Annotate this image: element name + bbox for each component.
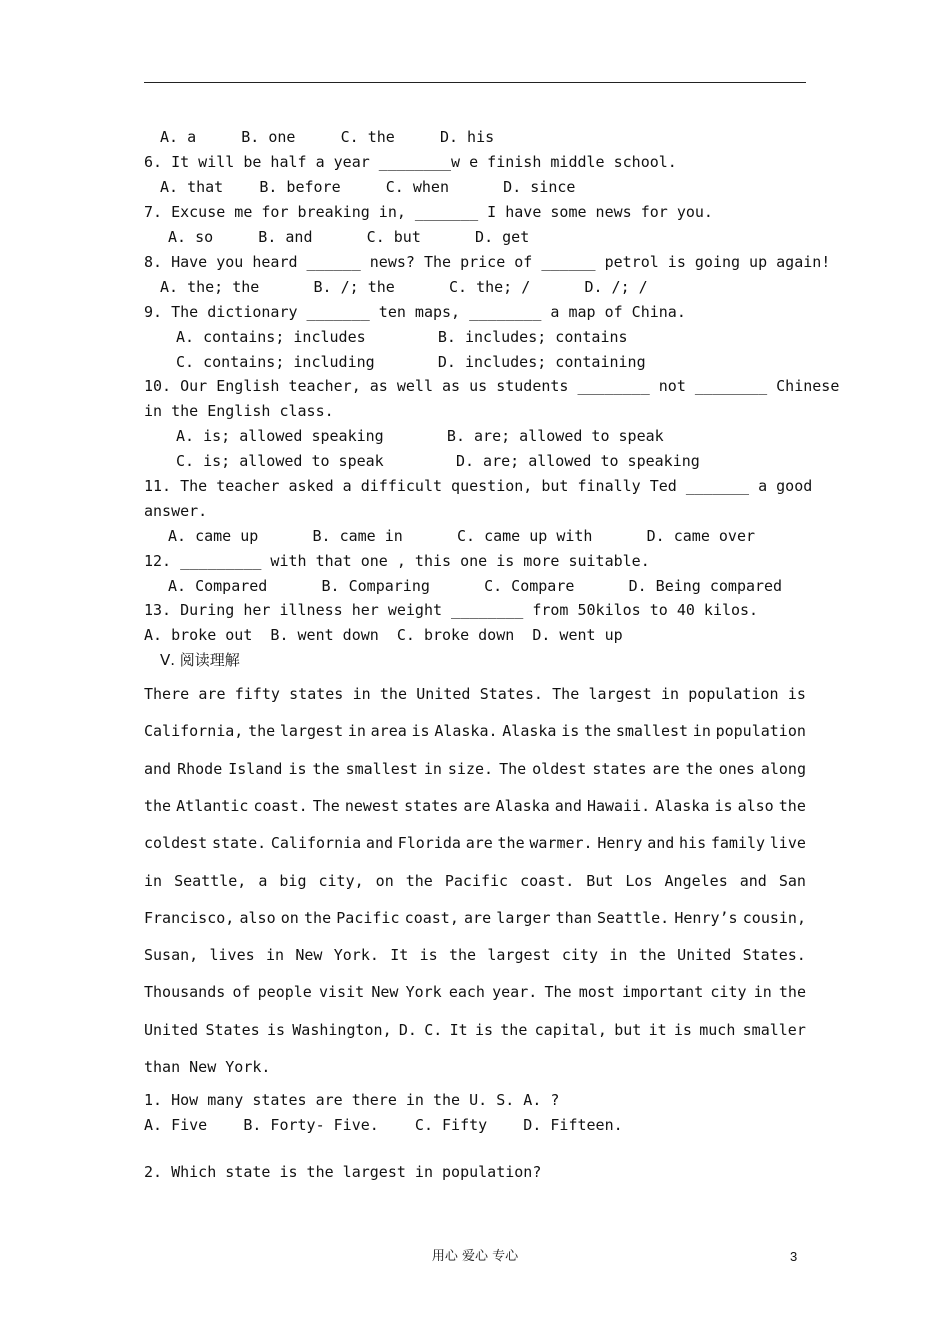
passage-word: York <box>405 983 442 1002</box>
passage-word: family <box>710 834 766 853</box>
passage-word: The <box>544 983 572 1002</box>
passage-word: is <box>561 722 580 741</box>
passage-word: is <box>266 1020 285 1039</box>
passage-word: coast. <box>520 871 575 890</box>
passage-word: the <box>304 908 332 927</box>
passage-line <box>144 1020 806 1040</box>
question-13-options: A. broke out B. went down C. broke down D. went up <box>144 626 623 644</box>
passage-word: Henry’s <box>674 908 738 927</box>
passage-word: people <box>257 983 312 1002</box>
passage-word: But <box>586 871 614 890</box>
passage-word: the <box>638 946 666 965</box>
question-10-line1: 10. Our English teacher, as well as us students ________ not ________ Chinese <box>144 377 840 395</box>
passage-word: Rhode <box>177 759 223 778</box>
passage-word: Seattle, <box>174 871 247 890</box>
passage-word: in <box>423 759 442 778</box>
passage-word: in <box>692 722 711 741</box>
passage-word: is <box>673 1020 692 1039</box>
passage-word: Pacific <box>444 871 509 890</box>
passage-word: in <box>144 871 163 890</box>
passage-word: Florida <box>397 834 461 853</box>
passage-word: is <box>288 759 307 778</box>
question-9-options-row1: A. contains; includes B. includes; contains <box>176 328 628 346</box>
passage-word: in <box>347 722 366 741</box>
passage-line <box>144 982 806 1002</box>
passage-word: coast, <box>404 908 459 927</box>
question-10-line2: in the English class. <box>144 402 334 420</box>
question-6-options: A. that B. before C. when D. since <box>160 178 576 196</box>
passage-word: the <box>248 722 276 741</box>
passage-word: are <box>652 759 680 778</box>
passage-word: smaller <box>742 1020 806 1039</box>
passage-word: it <box>648 1020 667 1039</box>
question-13: 13. During her illness her weight ________ from 50kilos to 40 kilos. <box>144 601 759 619</box>
passage-line <box>144 871 806 891</box>
passage-word: the <box>583 722 612 741</box>
passage-word: states <box>289 685 344 703</box>
passage-word: states <box>592 759 647 778</box>
passage-word: area <box>370 722 407 741</box>
passage-word: Atlantic <box>176 796 249 815</box>
passage-word: and <box>554 796 582 815</box>
passage-word: It <box>449 1020 468 1039</box>
passage-word: big <box>279 871 307 890</box>
passage-line: than New York. <box>144 1058 271 1076</box>
passage-word: Alaska <box>502 722 557 741</box>
question-11-options: A. came up B. came in C. came up with D. came over <box>168 527 755 545</box>
passage-line <box>144 684 806 704</box>
passage-word: Washington, <box>292 1020 392 1039</box>
passage-word: and <box>365 834 394 853</box>
passage-word: Thousands <box>144 983 226 1002</box>
passage-word: Island <box>228 759 283 778</box>
passage-word: but <box>614 1020 642 1039</box>
passage-line <box>144 833 806 853</box>
passage-word: the <box>685 759 713 778</box>
passage-word: largest <box>588 685 652 703</box>
passage-word: United <box>416 685 471 703</box>
passage-word: and <box>144 759 172 778</box>
section-heading-reading: Ⅴ. 阅读理解 <box>160 651 240 669</box>
passage-word: the <box>778 983 806 1002</box>
question-8-options: A. the; the B. /; the C. the; / D. /; / <box>160 278 648 296</box>
passage-word: his <box>679 834 707 853</box>
question-10-options-row2: C. is; allowed to speak D. are; allowed to speaking <box>176 452 700 470</box>
passage-line <box>144 721 806 741</box>
reading-question-2: 2. Which state is the largest in population? <box>144 1163 542 1181</box>
passage-word: and <box>647 834 675 853</box>
passage-word: is <box>787 685 806 703</box>
passage-word: Alaska <box>655 796 710 815</box>
passage-word: is <box>419 946 438 965</box>
passage-word: important <box>621 983 704 1002</box>
passage-word: Francisco, <box>144 908 235 927</box>
passage-word: the <box>405 871 433 890</box>
passage-word: Angeles <box>664 871 728 890</box>
passage-word: state. <box>211 834 267 853</box>
passage-word: California <box>270 834 362 853</box>
passage-word: Alaska <box>495 796 550 815</box>
question-8: 8. Have you heard ______ news? The price of ______ petrol is going up again! <box>144 253 831 271</box>
passage-word: Susan, <box>144 946 199 965</box>
passage-word: is <box>411 722 430 741</box>
passage-word: warmer. <box>529 834 593 853</box>
passage-word: are <box>463 796 491 815</box>
passage-word: New <box>371 983 399 1002</box>
passage-word: than <box>555 908 592 927</box>
passage-word: capital, <box>534 1020 607 1039</box>
passage-word: C. <box>424 1020 443 1039</box>
reading-question-1: 1. How many states are there in the U. S. A. ? <box>144 1091 560 1109</box>
passage-word: and <box>739 871 767 890</box>
passage-word: the <box>500 1020 528 1039</box>
passage-word: a <box>258 871 268 890</box>
passage-word: newest <box>344 796 400 815</box>
passage-word: along <box>760 759 806 778</box>
passage-word: D. <box>398 1020 417 1039</box>
page-number: 3 <box>790 1249 798 1264</box>
passage-word: in <box>609 946 628 965</box>
passage-word: The <box>312 796 340 815</box>
passage-word: size. <box>447 759 494 778</box>
passage-word: smallest <box>345 759 418 778</box>
passage-word: are <box>464 908 492 927</box>
question-12-options: A. Compared B. Comparing C. Compare D. Being compared <box>168 577 783 595</box>
passage-word: lives <box>209 946 255 965</box>
question-11-line2: answer. <box>144 502 208 520</box>
passage-word: in <box>753 983 772 1002</box>
passage-word: also <box>737 796 774 815</box>
passage-word: of <box>232 983 251 1002</box>
passage-word: States. <box>742 946 806 965</box>
question-7: 7. Excuse me for breaking in, _______ I have some news for you. <box>144 203 713 221</box>
passage-word: Pacific <box>336 908 400 927</box>
passage-word: States <box>205 1020 260 1039</box>
passage-word: It <box>390 946 409 965</box>
passage-line <box>144 908 806 928</box>
passage-word: States. <box>479 685 543 703</box>
passage-word: United <box>144 1020 199 1039</box>
passage-word: on <box>375 871 394 890</box>
passage-word: cousin, <box>742 908 806 927</box>
passage-word: states <box>404 796 459 815</box>
passage-word: the <box>448 946 477 965</box>
passage-word: in <box>352 685 371 703</box>
passage-word: is <box>714 796 733 815</box>
passage-word: Los <box>625 871 653 890</box>
passage-word: the <box>497 834 525 853</box>
passage-word: each <box>448 983 485 1002</box>
passage-word: are <box>198 685 226 703</box>
passage-word: New <box>295 946 323 965</box>
passage-word: The <box>499 759 527 778</box>
passage-word: are <box>465 834 493 853</box>
passage-word: Henry <box>597 834 643 853</box>
passage-word: visit <box>319 983 365 1002</box>
question-9: 9. The dictionary _______ ten maps, ________ a map of China. <box>144 303 686 321</box>
passage-word: California, <box>144 722 244 741</box>
question-10-options-row1: A. is; allowed speaking B. are; allowed to speak <box>176 427 664 445</box>
header-rule <box>144 82 806 83</box>
footer-motto: 用心 爱心 专心 <box>431 1249 519 1264</box>
passage-word: coldest <box>144 834 208 853</box>
passage-word: live <box>769 834 806 853</box>
passage-word: the <box>778 796 806 815</box>
passage-word: The <box>552 685 580 703</box>
passage-word: largest <box>279 722 344 741</box>
passage-word: in <box>265 946 285 965</box>
passage-word: San <box>778 871 806 890</box>
question-6: 6. It will be half a year ________w e finish middle school. <box>144 153 677 171</box>
passage-word: much <box>699 1020 736 1039</box>
passage-word: Seattle. <box>596 908 670 927</box>
passage-word: fifty <box>234 685 280 703</box>
passage-word: city, <box>318 871 364 890</box>
passage-word: is <box>474 1020 493 1039</box>
passage-word: population <box>688 685 779 703</box>
passage-word: city <box>561 946 599 965</box>
passage-word: smallest <box>615 722 689 741</box>
passage-word: oldest <box>532 759 587 778</box>
passage-word: Alaska. <box>434 722 498 741</box>
passage-line <box>144 759 806 779</box>
question-11-line1: 11. The teacher asked a difficult question, but finally Ted _______ a good <box>144 477 813 495</box>
passage-line <box>144 945 806 965</box>
passage-word: the <box>379 685 407 703</box>
passage-word: York. <box>333 946 379 965</box>
reading-question-1-options: A. Five B. Forty- Five. C. Fifty D. Fifteen. <box>144 1116 623 1134</box>
question-5-options: A. a B. one C. the D. his <box>160 128 495 146</box>
passage-word: ones <box>718 759 755 778</box>
passage-word: largest <box>487 946 551 965</box>
question-7-options: A. so B. and C. but D. get <box>168 228 530 246</box>
passage-word: most <box>578 983 615 1002</box>
passage-word: also <box>239 908 276 927</box>
passage-word: on <box>280 908 299 927</box>
passage-word: larger <box>496 908 551 927</box>
passage-line <box>144 796 806 816</box>
passage-word: coast. <box>253 796 308 815</box>
passage-word: Hawaii. <box>586 796 651 815</box>
passage-word: year. <box>492 983 538 1002</box>
passage-word: population <box>715 722 806 741</box>
passage-word: the <box>312 759 340 778</box>
question-12: 12. _________ with that one , this one is more suitable. <box>144 552 650 570</box>
passage-word: United <box>677 946 732 965</box>
question-9-options-row2: C. contains; including D. includes; containing <box>176 353 646 371</box>
passage-word: There <box>144 685 190 703</box>
passage-word: city <box>710 983 747 1002</box>
passage-word: in <box>660 685 680 703</box>
passage-word: the <box>144 796 172 815</box>
